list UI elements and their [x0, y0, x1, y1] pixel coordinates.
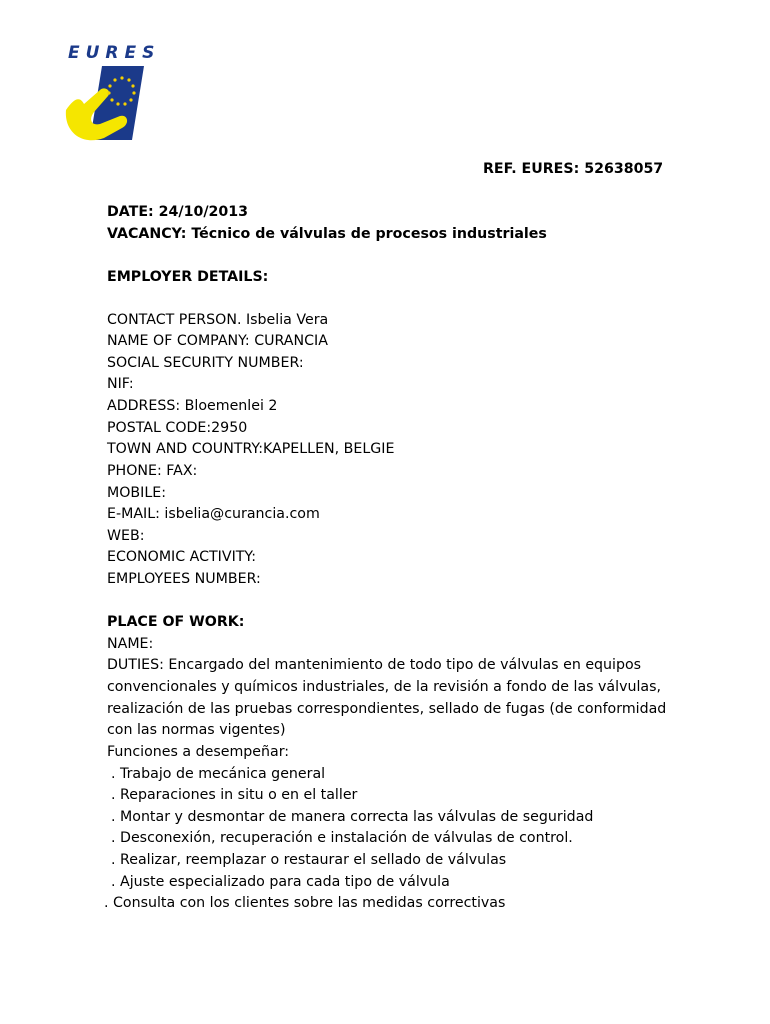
function-item: . Montar y desmontar de manera correcta las válvulas de seguridad [111, 809, 594, 825]
function-item: . Reparaciones in situ o en el taller [111, 787, 358, 803]
function-item: . Ajuste especializado para cada tipo de válvula [111, 874, 450, 890]
phone-fax: PHONE: FAX: [107, 463, 198, 479]
date-line [107, 202, 248, 222]
social-security: SOCIAL SECURITY NUMBER: [107, 355, 304, 371]
function-item: . Consulta con los clientes sobre las medidas correctivas [104, 895, 506, 911]
town-country: TOWN AND COUNTRY:KAPELLEN, BELGIE [107, 441, 395, 457]
place-name: NAME: [107, 636, 154, 652]
eures-logo [60, 40, 161, 150]
vacancy-line [107, 224, 547, 244]
duties-line: con las normas vigentes) [107, 722, 286, 738]
contact-person: CONTACT PERSON. Isbelia Vera [107, 312, 329, 328]
duties-line: convencionales y químicos industriales, de la revisión a fondo de las válvulas, [107, 679, 661, 695]
function-item: . Realizar, reemplazar o restaurar el sellado de válvulas [111, 852, 507, 868]
date-label: DATE: [107, 204, 154, 220]
function-item: . Desconexión, recuperación e instalación de válvulas de control. [111, 830, 573, 846]
vacancy-label: VACANCY: [107, 226, 187, 242]
functions-heading: Funciones a desempeñar: [107, 744, 290, 760]
web: WEB: [107, 528, 145, 544]
employer-heading: EMPLOYER DETAILS: [107, 269, 269, 285]
mobile: MOBILE: [107, 485, 166, 501]
address: ADDRESS: Bloemenlei 2 [107, 398, 278, 414]
nif: NIF: [107, 376, 134, 392]
ref-eures: REF. EURES: 52638057 [483, 161, 664, 177]
place-heading: PLACE OF WORK: [107, 614, 245, 630]
company-name: NAME OF COMPANY: CURANCIA [107, 333, 328, 349]
postal-code: POSTAL CODE:2950 [107, 420, 248, 436]
date-value: 24/10/2013 [158, 204, 248, 220]
duties-line: DUTIES: Encargado del mantenimiento de todo tipo de válvulas en equipos [107, 657, 642, 673]
duties-line: realización de las pruebas correspondientes, sellado de fugas (de conformidad [107, 701, 667, 717]
function-item: . Trabajo de mecánica general [111, 766, 326, 782]
email: E-MAIL: isbelia@curancia.com [107, 506, 320, 522]
employees-number: EMPLOYEES NUMBER: [107, 571, 261, 587]
vacancy-value: Técnico de válvulas de procesos industriales [191, 226, 547, 242]
eures-logo-text: EURES [68, 43, 161, 63]
economic-activity: ECONOMIC ACTIVITY: [107, 549, 256, 565]
